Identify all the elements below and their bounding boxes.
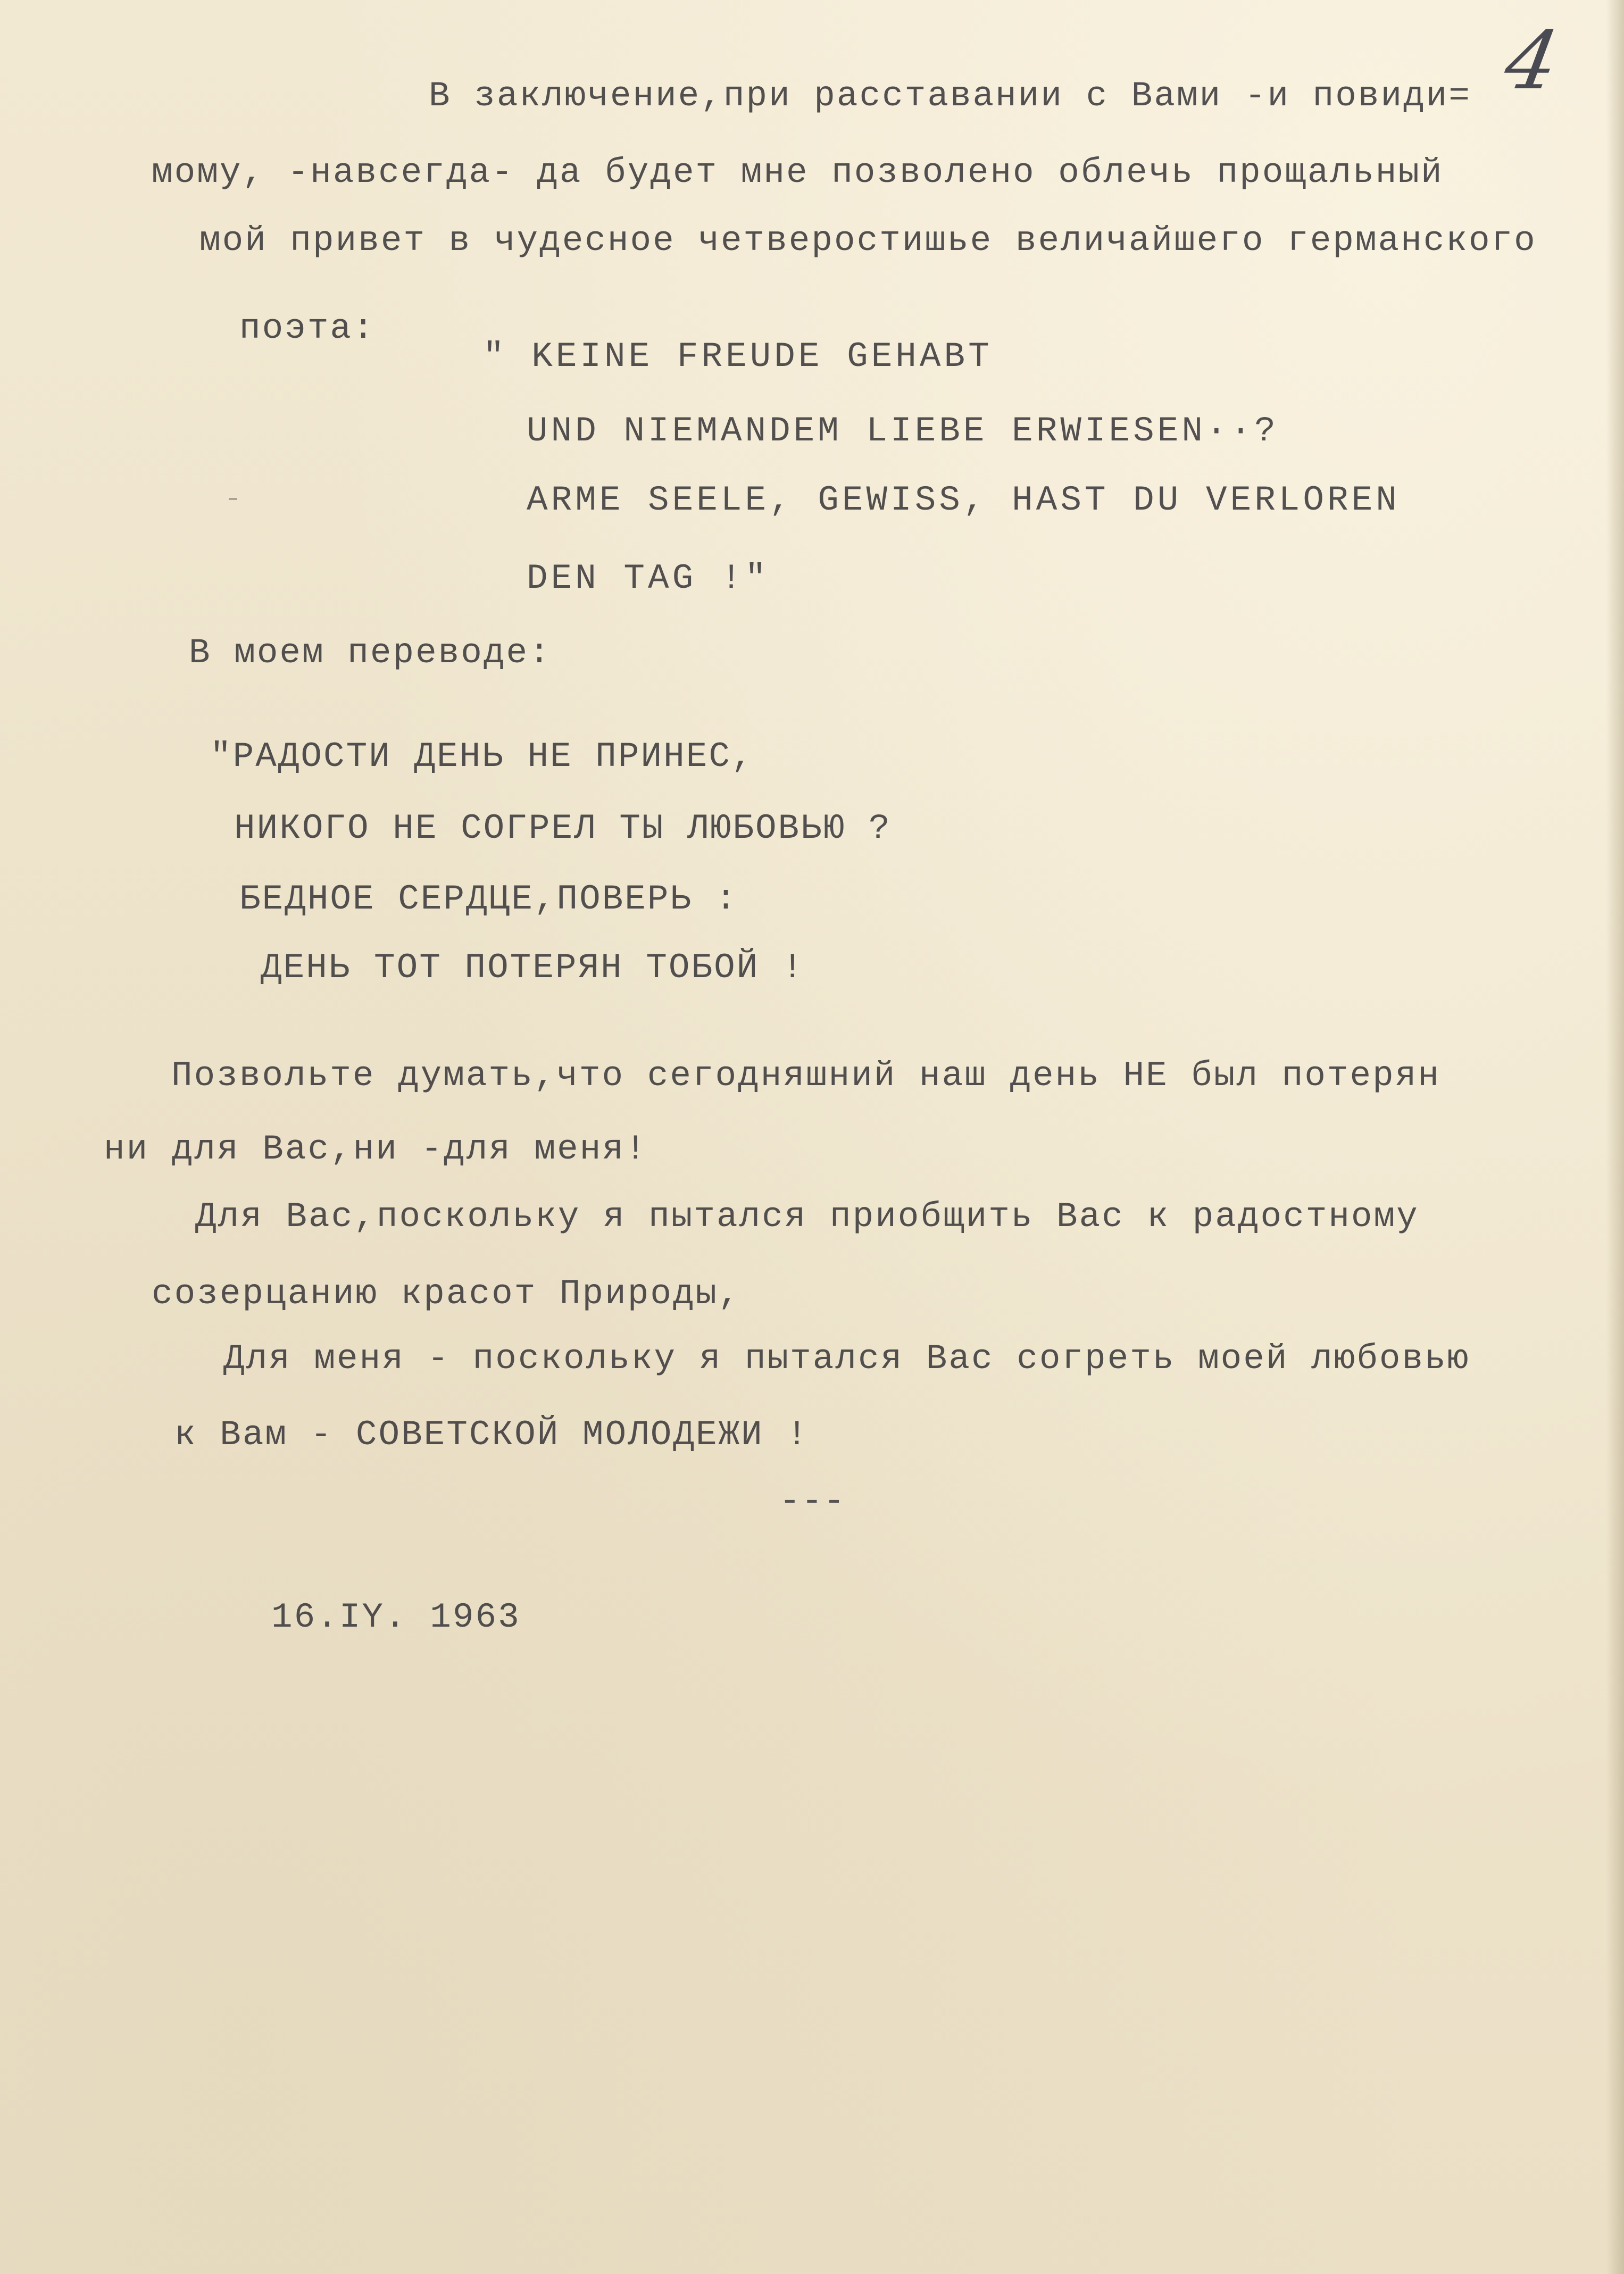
intro-line-1: В заключение,при расставании с Вами -и повиди= [429, 76, 1471, 116]
german-poem-line-1: " KEINE FREUDE GEHABT [483, 337, 993, 377]
russian-poem-line-2: НИКОГО НЕ СОГРЕЛ ТЫ ЛЮБОВЬЮ ? [234, 809, 892, 848]
closing-line-1: Позвольте думать,что сегодняшний наш день НЕ был потерян [171, 1056, 1440, 1096]
german-poem-line-2: UND NIEMANDEM LIEBE ERWIESEN··? [527, 411, 1279, 451]
russian-poem-line-1: "РАДОСТИ ДЕНЬ НЕ ПРИНЕС, [210, 737, 754, 777]
closing-line-4: созерцанию красот Природы, [152, 1274, 741, 1314]
russian-poem-line-3: БЕДНОЕ СЕРДЦЕ,ПОВЕРЬ : [239, 879, 738, 919]
translation-label: В моем переводе: [189, 633, 552, 673]
intro-line-4: поэта: [239, 309, 376, 348]
intro-line-3: мой привет в чудесное четверостишье величайшего германского [199, 221, 1537, 261]
russian-poem-line-4: ДЕНЬ ТОТ ПОТЕРЯН ТОБОЙ ! [261, 948, 805, 988]
closing-line-6: к Вам - СОВЕТСКОЙ МОЛОДЕЖИ ! [174, 1415, 809, 1455]
german-poem-line-3: ARME SEELE, GEWISS, HAST DU VERLOREN [527, 480, 1400, 520]
closing-line-5: Для меня - поскольку я пытался Вас согреть моей любовью [223, 1339, 1470, 1379]
paper-edge-shadow [1606, 0, 1624, 2274]
separator-dashes: --- [779, 1481, 846, 1521]
stray-mark [229, 498, 237, 500]
closing-line-3: Для Вас,поскольку я пытался приобщить Вас к радостному [195, 1197, 1419, 1237]
closing-line-2: ни для Вас,ни -для меня! [104, 1129, 648, 1169]
handwritten-page-number: 4 [1498, 15, 1565, 107]
intro-line-2: мому, -навсегда- да будет мне позволено облечь прощальный [152, 153, 1444, 193]
german-poem-line-4: DEN TAG !" [527, 559, 770, 598]
document-date: 16.IY. 1963 [271, 1597, 521, 1637]
